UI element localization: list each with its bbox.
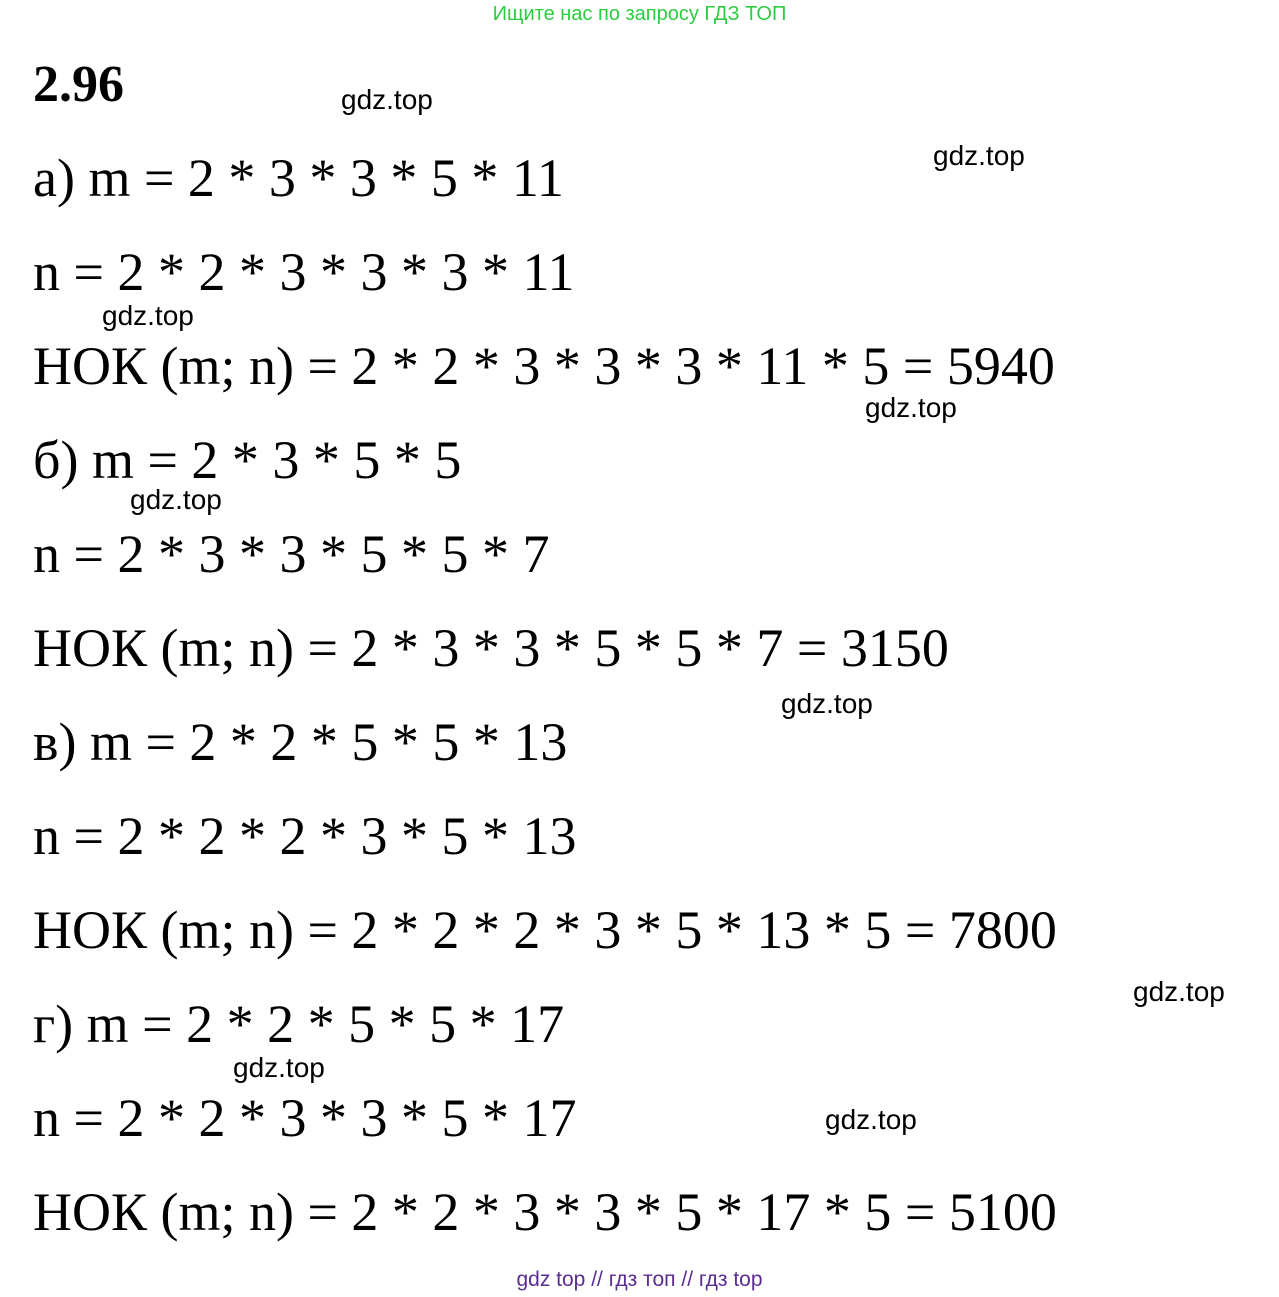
solution-line-d-m: г) m = 2 * 2 * 5 * 5 * 17 — [33, 994, 565, 1054]
watermark: gdz.top — [233, 1052, 325, 1083]
solution-line-a-lcm: НОК (m; n) = 2 * 2 * 3 * 3 * 3 * 11 * 5 = 5940 — [33, 336, 1055, 396]
watermark: gdz.top — [933, 140, 1025, 171]
solution-line-b-n: n = 2 * 3 * 3 * 5 * 5 * 7 — [33, 524, 550, 584]
watermark: gdz.top — [865, 392, 957, 423]
solution-line-d-lcm: НОК (m; n) = 2 * 2 * 3 * 3 * 5 * 17 * 5 = 5100 — [33, 1182, 1057, 1242]
solution-line-b-lcm: НОК (m; n) = 2 * 3 * 3 * 5 * 5 * 7 = 3150 — [33, 618, 949, 678]
watermark: gdz.top — [1133, 976, 1225, 1007]
watermark: gdz.top — [825, 1104, 917, 1135]
solution-line-b-m: б) m = 2 * 3 * 5 * 5 — [33, 430, 462, 490]
solution-line-c-lcm: НОК (m; n) = 2 * 2 * 2 * 3 * 5 * 13 * 5 = 7800 — [33, 900, 1057, 960]
problem-number: 2.96 — [33, 56, 124, 113]
solution-line-a-m: а) m = 2 * 3 * 3 * 5 * 11 — [33, 148, 564, 208]
watermark: gdz.top — [102, 300, 194, 331]
solution-line-c-m: в) m = 2 * 2 * 5 * 5 * 13 — [33, 712, 568, 772]
watermark: gdz.top — [341, 84, 433, 115]
footer-watermark: gdz top // гдз топ // гдз top — [516, 1268, 763, 1291]
solution-line-a-n: n = 2 * 2 * 3 * 3 * 3 * 11 — [33, 242, 575, 302]
watermark: gdz.top — [781, 688, 873, 719]
solution-line-c-n: n = 2 * 2 * 2 * 3 * 5 * 13 — [33, 806, 577, 866]
solution-line-d-n: n = 2 * 2 * 3 * 3 * 5 * 17 — [33, 1088, 577, 1148]
watermark: gdz.top — [130, 484, 222, 515]
top-banner: Ищите нас по запросу ГДЗ ТОП — [492, 3, 787, 25]
